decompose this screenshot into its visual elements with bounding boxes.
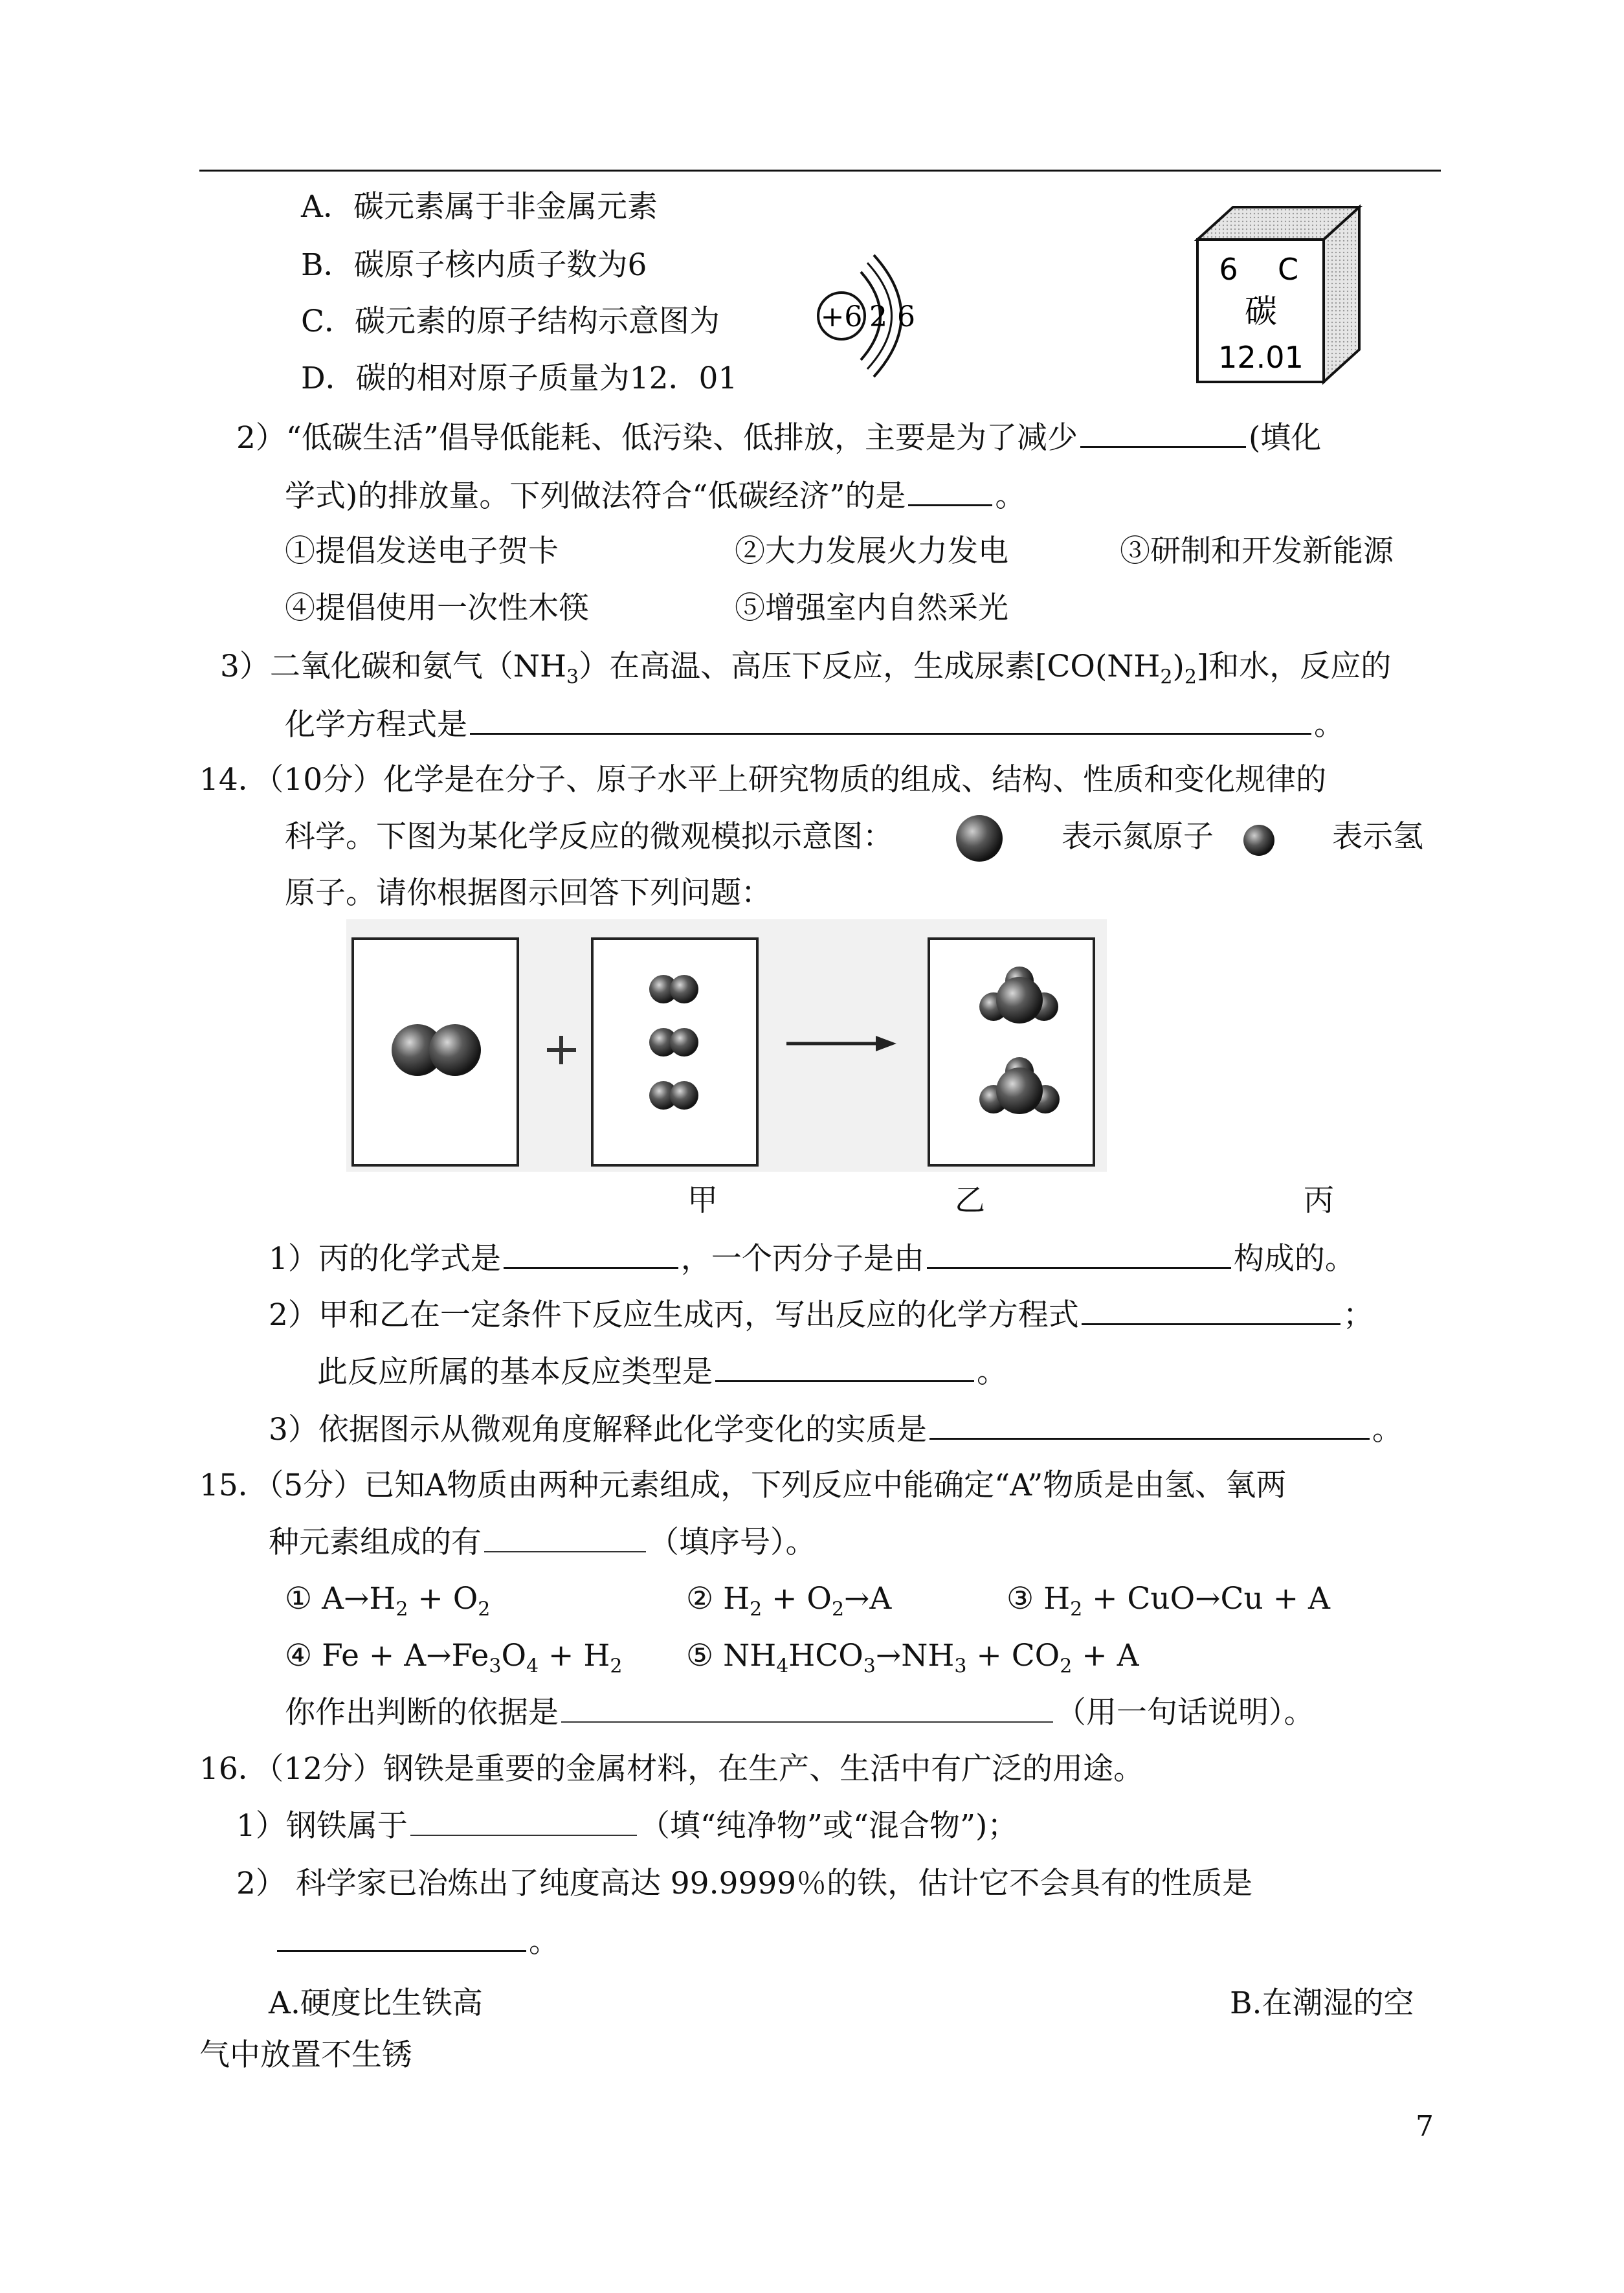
q14-blank-formula[interactable]	[504, 1238, 678, 1269]
atom-shell-2: 6	[897, 300, 915, 333]
q13-part2-line1: 2）“低碳生活”倡导低能耗、低污染、低排放，主要是为了减少 (填化	[236, 418, 1321, 458]
q14-nitrogen-text: 表示氮原子	[1062, 819, 1214, 855]
label-yi: 乙	[955, 1183, 985, 1218]
q15-reaction-4: ④ $Fe + A\to Fe_3O_4 + H_2$	[285, 1638, 623, 1678]
q15-blank-numbers[interactable]	[484, 1523, 646, 1552]
q15-line5: 你作出判断的依据是 （用一句话说明）。	[285, 1693, 1315, 1732]
label-jia: 甲	[687, 1183, 718, 1218]
carbon-atom-diagram	[809, 246, 932, 382]
q15-reaction-3: ③ $H_2 + CuO\to Cu + A$	[1007, 1581, 1330, 1621]
q13-blank-equation[interactable]	[470, 704, 1311, 735]
q14-blank-composition[interactable]	[927, 1238, 1231, 1269]
header-rule	[199, 170, 1441, 172]
q14-line2: 科学。下图为某化学反应的微观模拟示意图：	[285, 819, 893, 855]
q15-reaction-5: ⑤ $NH_4HCO_3\to NH_3 + CO_2 + A$	[686, 1638, 1139, 1678]
q16-blank-material[interactable]	[410, 1806, 637, 1836]
q13-choice-4: ④提倡使用一次性木筷	[285, 590, 589, 626]
reaction-diagram	[346, 919, 1107, 1172]
q13-choice-2: ②大力发展火力发电	[735, 533, 1008, 569]
q15-line1: 15．（5分）已知A物质由两种元素组成，下列反应中能确定“A”物质是由氢、氧两	[199, 1468, 1287, 1503]
q16-sub2-answer: 。	[277, 1921, 559, 1962]
q13-option-c: C．碳元素的原子结构示意图为	[301, 304, 720, 339]
q13-part3-line2: 化学方程式是 。	[285, 704, 1344, 744]
atom-nucleus-label: +6	[820, 300, 863, 333]
q13-option-a: A．碳元素属于非金属元素	[301, 189, 658, 225]
q14-blank-essence[interactable]	[929, 1409, 1370, 1440]
q14-sub1: 1）丙的化学式是 ，一个丙分子是由 构成的。	[269, 1238, 1355, 1279]
atom-shell-1: 2	[869, 300, 887, 333]
q13-part3-line1: 3）二氧化碳和氨气$(NH_3)$在高温、高压下反应，生成尿素$[CO(NH_2)_2]$和水，反应的	[220, 649, 1392, 689]
tile-mass: 12.01	[1218, 340, 1304, 375]
q13-option-d: D．碳的相对原子质量为12．01	[301, 361, 738, 396]
q13-choice-3: ③研制和开发新能源	[1120, 533, 1394, 569]
q13-blank-choice[interactable]	[908, 476, 992, 506]
q16-option-a: A.硬度比生铁高	[269, 1985, 483, 2021]
q14-blank-reaction-type[interactable]	[715, 1352, 974, 1382]
tile-name: 碳	[1245, 293, 1277, 330]
q14-sub2-line1: 2）甲和乙在一定条件下反应生成丙，写出反应的化学方程式 ；	[269, 1295, 1374, 1335]
q16-option-b: B.在潮湿的空	[1230, 1985, 1414, 2021]
q16-line1: 16．（12分）钢铁是重要的金属材料，在生产、生活中有广泛的用途。	[199, 1751, 1144, 1787]
q14-blank-equation[interactable]	[1082, 1295, 1340, 1325]
q16-sub1: 1）钢铁属于 （填“纯净物”或“混合物”)；	[236, 1806, 1018, 1846]
q13-part2-line2: 学式)的排放量。下列做法符合“低碳经济”的是 。	[285, 476, 1025, 516]
q15-blank-reason[interactable]	[561, 1693, 1053, 1723]
label-bing: 丙	[1304, 1183, 1334, 1218]
q16-option-b-cont: 气中放置不生锈	[199, 2037, 412, 2073]
q15-line2: 种元素组成的有 （填序号）。	[269, 1523, 816, 1562]
q13-option-b: B．碳原子核内质子数为6	[301, 247, 647, 283]
q14-sub2-line2: 此反应所属的基本反应类型是 。	[317, 1352, 1007, 1392]
q13-choice-5: ⑤增强室内自然采光	[735, 590, 1008, 626]
q16-blank-property[interactable]	[277, 1921, 526, 1952]
q15-reaction-2: ② $H_2 + O_2\to A$	[686, 1581, 892, 1621]
tile-number: 6	[1219, 252, 1238, 287]
q14-sub3: 3）依据图示从微观角度解释此化学变化的实质是 。	[269, 1409, 1403, 1449]
element-tile-carbon	[1191, 201, 1366, 388]
q14-hydrogen-text: 表示氢	[1332, 819, 1423, 855]
q14-line3: 原子。请你根据图示回答下列问题：	[285, 875, 772, 911]
hydrogen-atom-icon	[1240, 821, 1278, 860]
q16-sub2: 2） 科学家已冶炼出了纯度高达 99.9999％的铁，估计它不会具有的性质是	[236, 1866, 1253, 1901]
q13-choice-1: ①提倡发送电子贺卡	[285, 533, 559, 569]
tile-symbol: C	[1277, 252, 1299, 287]
q15-reaction-1: ① $A\to H_2 + O_2$	[285, 1581, 491, 1621]
nitrogen-atom-icon	[950, 812, 1008, 864]
page-number: 7	[1416, 2110, 1434, 2143]
q13-blank-formula[interactable]	[1080, 418, 1246, 448]
q14-line1: 14．（10分）化学是在分子、原子水平上研究物质的组成、结构、性质和变化规律的	[199, 762, 1327, 798]
